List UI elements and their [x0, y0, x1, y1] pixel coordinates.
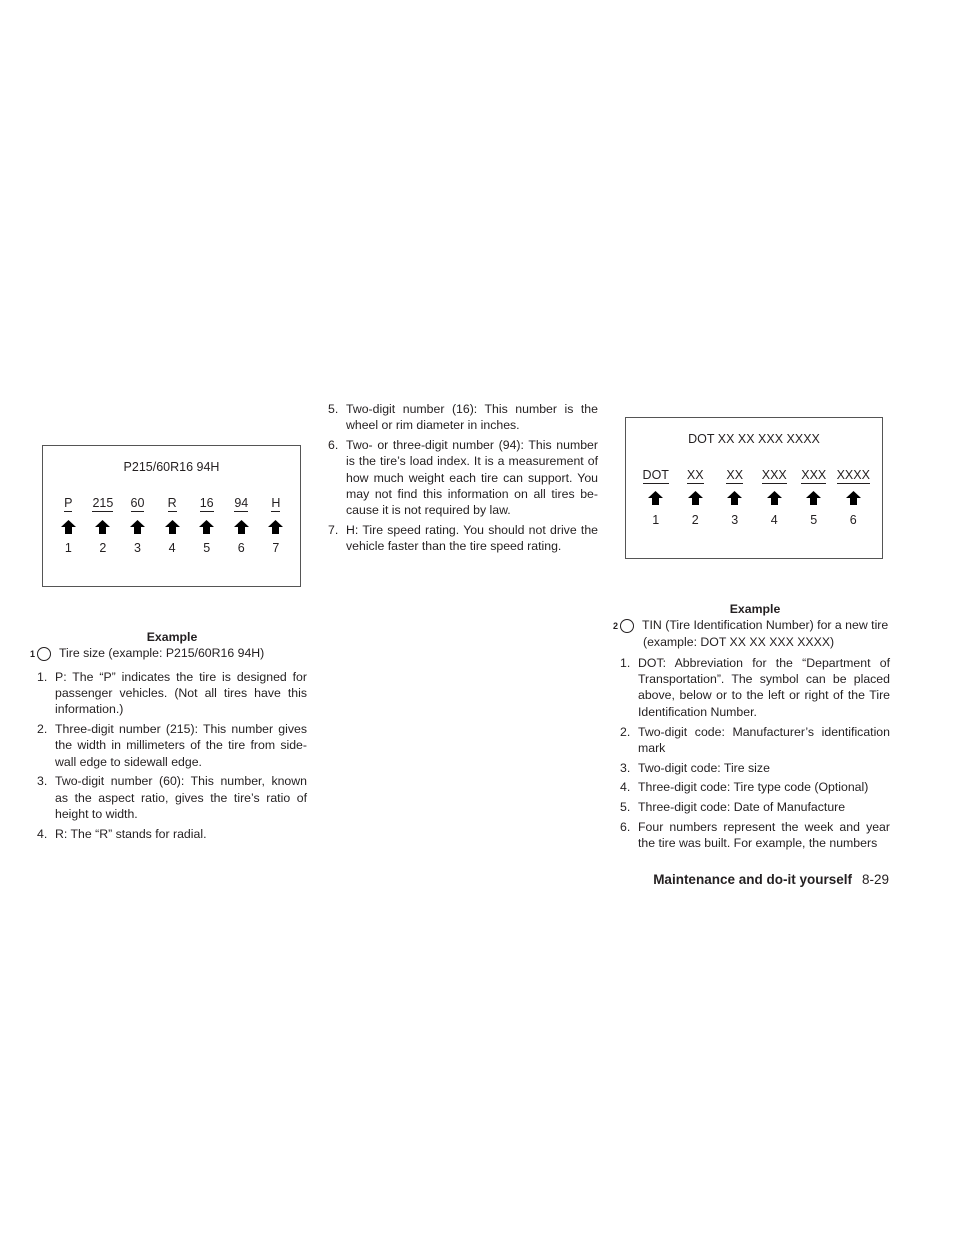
- tire-size-list: [37, 669, 307, 842]
- up-arrow-icon: [155, 520, 190, 534]
- segment-number: 5: [203, 541, 211, 555]
- item-text: Two-digit number (16): This number is the wheel or rim diameter in inches.: [346, 402, 598, 433]
- diagram-labels: [51, 495, 293, 511]
- item-number: 5.: [620, 800, 631, 815]
- segment-label: 215: [92, 496, 114, 510]
- segment-number: 5: [810, 513, 818, 527]
- segment-number: 1: [652, 513, 660, 527]
- segment-label: P: [64, 496, 73, 510]
- segment-number: 2: [691, 513, 699, 527]
- list-item: [620, 819, 890, 852]
- up-arrow-icon: [224, 520, 259, 534]
- code-segment: [715, 467, 755, 483]
- diagram-labels: [636, 467, 873, 483]
- example-heading: Example: [729, 602, 781, 616]
- up-arrow-icon: [794, 491, 834, 505]
- segment-label: H: [271, 496, 281, 510]
- middle-column: [328, 401, 598, 558]
- item-number: 4.: [620, 780, 631, 795]
- segment-number: 4: [168, 541, 176, 555]
- up-arrow-icon: [834, 491, 874, 505]
- segment-label: XXXX: [836, 468, 870, 482]
- item-number: 1.: [620, 655, 631, 670]
- code-segment: [676, 467, 716, 483]
- code-segment: [636, 467, 676, 483]
- segment-number: 4: [770, 513, 778, 527]
- segment-label: XX: [726, 468, 744, 482]
- item-number: 3.: [37, 774, 48, 789]
- item-text: R: The “R” stands for radial.: [55, 826, 207, 841]
- list-item: [37, 826, 307, 842]
- item-number: 2.: [620, 724, 631, 739]
- left-column: [29, 629, 307, 846]
- segment-number: 7: [272, 541, 280, 555]
- code-segment: [834, 467, 874, 483]
- segment-label: XXX: [761, 468, 787, 482]
- up-arrow-icon: [636, 491, 676, 505]
- code-segment: [189, 495, 224, 511]
- code-segment: [224, 495, 259, 511]
- diagram-title: DOT XX XX XXX XXXX: [688, 432, 820, 446]
- list-item: [37, 669, 307, 718]
- list-item: [328, 437, 598, 518]
- list-item: [620, 655, 890, 720]
- code-segment: [120, 495, 155, 511]
- segment-number: 1: [64, 541, 72, 555]
- up-arrow-icon: [120, 520, 155, 534]
- tin-diagram: [625, 417, 883, 559]
- item-number: 5.: [328, 402, 339, 416]
- tire-size-list-continued: [328, 401, 598, 555]
- item-text: Two- or three-digit number (94): This number is the tire’s load index. It is a measurement of how much weight each tire can support. You may not find this information on all tires be-cause it is not required by law.: [346, 438, 598, 518]
- page-number: 8-29: [861, 872, 889, 887]
- item-number: 6.: [620, 820, 631, 835]
- item-number: 7.: [328, 523, 339, 538]
- segment-label: R: [167, 496, 177, 510]
- example-heading: Example: [146, 630, 198, 644]
- up-arrow-icon: [259, 520, 294, 534]
- segment-label: 94: [234, 496, 249, 510]
- list-item: [620, 724, 890, 757]
- up-arrow-icon: [189, 520, 224, 534]
- segment-number: 6: [237, 541, 245, 555]
- segment-number: 3: [731, 513, 739, 527]
- circled-number-icon: 2: [620, 619, 634, 633]
- item-text: P: The “P” indicates the tire is designed for passenger vehicles. (Not all tires have this information.): [55, 669, 307, 717]
- segment-label: DOT: [642, 468, 669, 482]
- item-number: 3.: [620, 760, 631, 775]
- list-item: [37, 773, 307, 822]
- code-segment: [755, 467, 795, 483]
- up-arrow-icon: [715, 491, 755, 505]
- item-number: 4.: [37, 826, 48, 841]
- tin-list: [620, 655, 890, 852]
- figure-caption: 1 Tire size (example: P215/60R16 94H): [29, 646, 265, 661]
- list-item: [37, 721, 307, 770]
- segment-label: XX: [686, 468, 704, 482]
- item-text: Two-digit code: Manufacturer’s identification mark: [638, 724, 890, 755]
- diagram-title: P215/60R16 94H: [123, 460, 220, 474]
- list-item: [328, 522, 598, 555]
- circled-number-icon: 1: [37, 647, 51, 661]
- code-segment: [51, 495, 86, 511]
- item-number: 6.: [328, 438, 339, 453]
- up-arrow-icon: [86, 520, 121, 534]
- figure-caption: 2 TIN (Tire Identification Number) for a new tire (example: DOT XX XX XXX XXXX): [612, 618, 889, 649]
- segment-number: 3: [134, 541, 141, 555]
- item-number: 1.: [37, 669, 48, 684]
- up-arrow-icon: [51, 520, 86, 534]
- item-text: Three-digit code: Date of Manufacture: [638, 800, 846, 815]
- up-arrow-icon: [676, 491, 716, 505]
- list-item: [328, 401, 598, 434]
- segment-number: 2: [99, 541, 107, 555]
- list-item: [620, 760, 890, 776]
- list-item: [620, 779, 890, 795]
- code-segment: [259, 495, 294, 511]
- page-footer: [653, 872, 889, 888]
- segment-label: 16: [199, 496, 214, 510]
- item-text: Three-digit number (215): This number gives the width in millimeters of the tire from side-wall edge to sidewall edge.: [55, 721, 307, 769]
- item-text: Two-digit number (60): This number, known as the aspect ratio, gives the tire’s ratio of height to width.: [55, 774, 307, 821]
- diagram-arrows: [51, 520, 293, 534]
- code-segment: [794, 467, 834, 483]
- item-text: H: Tire speed rating. You should not drive the vehicle faster than the tire speed rating.: [346, 523, 598, 554]
- code-segment: [86, 495, 121, 511]
- diagram-numbers: [51, 540, 293, 556]
- item-text: DOT: Abbreviation for the “Department of Transportation”. The symbol can be placed above, below or to the left or right of the Tire Identification Number.: [638, 655, 890, 719]
- diagram-arrows: [636, 491, 873, 505]
- item-text: Four numbers represent the week and year the tire was built. For example, the numbers: [638, 820, 890, 851]
- item-number: 2.: [37, 721, 48, 736]
- item-text: Three-digit code: Tire type code (Optional): [638, 780, 869, 795]
- right-column: [612, 601, 890, 855]
- list-item: [620, 799, 890, 815]
- segment-label: XXX: [801, 468, 827, 482]
- segment-label: 60: [130, 496, 145, 510]
- diagram-numbers: [636, 512, 873, 528]
- code-segment: [155, 495, 190, 511]
- section-title: Maintenance and do-it yourself: [653, 872, 852, 887]
- segment-number: 6: [849, 513, 857, 527]
- up-arrow-icon: [755, 491, 795, 505]
- item-text: Two-digit code: Tire size: [638, 760, 770, 775]
- tire-size-diagram: [42, 445, 301, 587]
